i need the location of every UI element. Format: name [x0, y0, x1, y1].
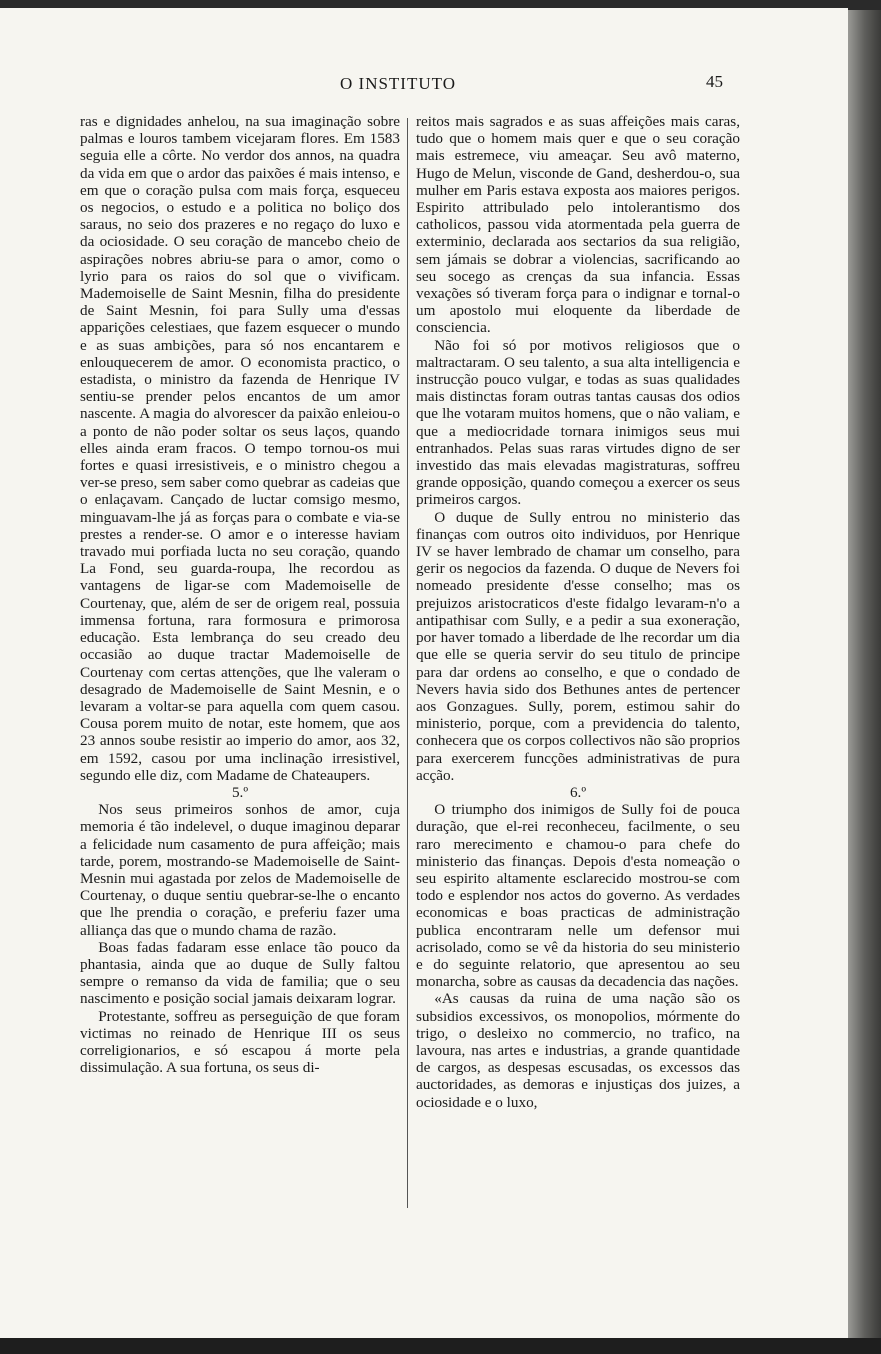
bottom-margin [0, 1338, 881, 1354]
column-divider [407, 118, 408, 1208]
book-edge [848, 10, 881, 1340]
paragraph: Não foi só por motivos religiosos que o maltractaram. O seu talento, a sua alta intelligencia e instrucção pouco vulgar, e todas as suas qualidades mais distinctas foram outras tantas causas dos odios que lhe votaram muitos homens, que o não valiam, e que a mediocridade tornara inimigos seus mui entranhados. Pelas suas raras virtudes digno de ser investido das mais elevadas magistraturas, soffreu grande opposição, quando começou a exercer os seus primeiros cargos. [416, 336, 740, 509]
paragraph: reitos mais sagrados e as suas affeições mais caras, tudo que o homem mais quer e que o seu coração mais estremece, viu ameaçar. Seu avô materno, Hugo de Melun, visconde de Gand, desherdou-o, sua mulher em Paris estava exposta aos maiores perigos. Espirito attribulado pelo intolerantismo dos catholicos, passou vida atormentada pela guerra de exterminio, declarada aos sectarios da sua religião, sem jámais se dobrar a violencias, sacrificando ao seu socego as crenças da sua infancia. Essas vexações só tiveram força para o indignar e tornal-o um apostolo mui eloquente da liberdade de consciencia. [416, 113, 740, 337]
paragraph: Nos seus primeiros sonhos de amor, cuja memoria é tão indelevel, o duque imaginou deparar a felicidade num casamento de pura affeição; mais tarde, porem, mostrando-se Mademoiselle de Saint-Mesnin mui agastada por zelos de Mademoiselle de Courtenay, o duque sentiu quebrar-se-lhe o encanto que lhe prendia o coração, e preferiu fazer uma alliança das que o mundo chama de razão. [80, 801, 400, 939]
right-column [416, 113, 740, 1213]
paragraph: Boas fadas fadaram esse enlace tão pouco da phantasia, ainda que ao duque de Sully faltou sempre o remanso da vida de familia; que o seu nascimento e posição social jamais deixaram lograr. [80, 938, 400, 1008]
paragraph: «As causas da ruina de uma nação são os subsidios excessivos, os monopolios, mórmente do trigo, o desleixo no commercio, no trafico, na lavoura, nas artes e industrias, a grande quantidade de cargos, as despesas escusadas, os excessos das auctoridades, as demoras e injustiças dos juizes, a ociosidade e o luxo, [416, 990, 740, 1111]
running-title: O INSTITUTO [340, 74, 456, 93]
paragraph: ras e dignidades anhelou, na sua imaginação sobre palmas e louros tambem vicejaram flores. Em 1583 seguia elle a côrte. No verdor dos annos, na quadra da vida em que o ardor das paixões é mais intenso, e em que o coração pulsa com mais força, esqueceu os negocios, o estudo e a politica no boliço dos saraus, no seio dos prazeres e no regaço do luxo e da ociosidade. O seu coração de mancebo cheio de aspirações nobres abriu-se para o amor, como o lyrio para os raios do sol que o vivificam. Mademoiselle de Saint Mesnin, filha do presidente de Saint Mesnin, foi para Sully uma d'essas apparições celestiaes, que fazem esquecer o mundo e as suas ambições, para só nos encantarem e enlouquecerem de amor. O economista practico, o estadista, o ministro da fazenda de Henrique IV sentiu-se prender pelos encantos de um amor nascente. A magia do alvorescer da paixão enleiou-o a ponto de não poder soltar os seus laços, quando elles ainda eram fracos. O tempo tornou-os mui fortes e quasi irresistiveis, e o ministro chegou a ver-se preso, sem saber como quebrar as cadeias que o enlaçavam. Cançado de luctar comsigo mesmo, minguavam-lhe já as forças para o combate e via-se prestes a render-se. O amor e o interesse haviam travado mui porfiada lucta no seu coração, quando La Fond, seu guarda-roupa, lhe recordou as vantagens de ligar-se com Mademoiselle de Courtenay, que, além de ser de origem real, possuia immensa fortuna, rara formosura e primorosa educação. Esta lembrança do seu creado deu occasião ao duque tractar Mademoiselle de Courtenay com certas attenções, que lhe valeram o desagrado de Mademoiselle de Saint Mesnin, e o levaram a voltar-se para aquella com quem casou. Cousa porem muito de notar, este homem, que aos 23 annos soube resistir ao imperio do amor, aos 32, em 1592, casou por uma inclinação irresistivel, segundo elle diz, com Madame de Chateaupers. [80, 113, 400, 784]
paragraph: Protestante, soffreu as perseguição de que foram victimas no reinado de Henrique III os seus correligionarios, e só escapou á morte pela dissimulação. A sua fortuna, os seus di- [80, 1007, 400, 1077]
paragraph: O triumpho dos inimigos de Sully foi de pouca duração, que el-rei reconheceu, facilmente, o seu raro merecimento e chamou-o para chefe do ministerio das finanças. Depois d'esta nomeação o seu espirito altamente esclarecido mostrou-se com todo e esplendor nos actos do governo. As verdades economicas e boas practicas de administração publica encontraram nelle um defensor mui acrisolado, como se vê da historia do seu ministerio e do seguinte relatorio, que apresentou ao seu monarcha, sobre as causas da decadencia das nações. [416, 801, 740, 991]
paragraph: O duque de Sully entrou no ministerio das finanças com outros oito individuos, por Henrique IV se haver lembrado de chamar um conselho, para gerir os negocios da fazenda. O duque de Nevers foi nomeado presidente d'esse conselho; mas os prejuizos aristocraticos d'este fidalgo levaram-n'o a antipathisar com Sully, e a pedir a sua exoneração, por haver tomado a liberdade de lhe recordar um dia que elle se queria servir do seu titulo de principe para dar ordens ao conselho, e que o condado de Nevers havia sido dos Bethunes antes de pertencer aos Gonzagues. Sully, porem, estimou sahir do ministerio, porque, com a previdencia do talento, conhecera que os corpos collectivos não são proprios para exercerem funcções administrativas de pura acção. [416, 508, 740, 784]
section-number: 6.º [569, 783, 587, 801]
left-column [80, 113, 400, 1213]
page-number: 45 [706, 72, 723, 91]
section-number: 5.º [231, 783, 249, 801]
